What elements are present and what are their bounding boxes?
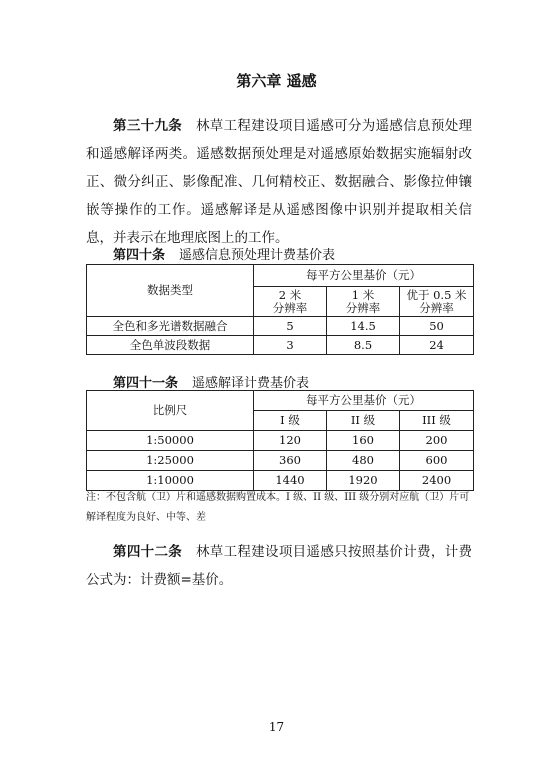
table1-subheader: 2 米 分辨率 bbox=[254, 287, 327, 317]
page-number: 17 bbox=[268, 720, 285, 734]
article-40-label: 第四十条 bbox=[113, 248, 166, 263]
table2-cell: 1:50000 bbox=[87, 431, 254, 451]
table1-cell: 全色单波段数据 bbox=[87, 336, 254, 355]
preprocessing-price-table bbox=[86, 264, 474, 355]
table1-subheader: 优于 0.5 米 分辨率 bbox=[400, 287, 474, 317]
table2-note: 注：不包含航（卫）片和遥感数据购置成本。I 级、II 级、III 级分别对应航（卫）片可解译程度为良好、中等、差 bbox=[86, 492, 470, 523]
table1-header-price: 每平方公里基价（元） bbox=[254, 265, 474, 287]
table2-subheader: II 级 bbox=[327, 411, 400, 431]
article-39-label: 第三十九条 bbox=[113, 118, 183, 134]
table1-caption bbox=[113, 244, 335, 263]
table2-cell: 2400 bbox=[400, 471, 474, 491]
table2-cell: 1:25000 bbox=[87, 451, 254, 471]
table2-cell: 200 bbox=[400, 431, 474, 451]
table2-cell: 600 bbox=[400, 451, 474, 471]
table2-header-scale: 比例尺 bbox=[87, 391, 254, 431]
table1-cell: 8.5 bbox=[327, 336, 400, 355]
table2-cell: 120 bbox=[254, 431, 327, 451]
table-row bbox=[87, 336, 474, 355]
table1-subheader: 1 米 分辨率 bbox=[327, 287, 400, 317]
article-39 bbox=[86, 112, 472, 252]
table1-cell: 14.5 bbox=[327, 317, 400, 336]
table2-cell: 480 bbox=[327, 451, 400, 471]
table2-cell: 360 bbox=[254, 451, 327, 471]
table2-subheader: III 级 bbox=[400, 411, 474, 431]
interpretation-price-table bbox=[86, 390, 474, 491]
table2-subheader: I 级 bbox=[254, 411, 327, 431]
table2-title: 遥感解译计费基价表 bbox=[192, 376, 310, 391]
table2-header-price: 每平方公里基价（元） bbox=[254, 391, 474, 411]
chapter-title: 第六章 遥感 bbox=[236, 72, 317, 90]
table-row bbox=[87, 431, 474, 451]
table1-title: 遥感信息预处理计费基价表 bbox=[179, 248, 336, 263]
article-39-text: 林草工程建设项目遥感可分为遥感信息预处理和遥感解译两类。遥感数据预处理是对遥感原始数据实施辐射改正、微分纠正、影像配准、几何精校正、数据融合、影像拉伸镶嵌等操作的工作。遥感解译是从遥感图像中识别并提取相关信息，并表示在地理底图上的工作。 bbox=[86, 118, 473, 246]
article-42 bbox=[86, 538, 472, 594]
table1-cell: 全色和多光谱数据融合 bbox=[87, 317, 254, 336]
table2-caption bbox=[113, 372, 309, 391]
table1-cell: 3 bbox=[254, 336, 327, 355]
table1-cell: 50 bbox=[400, 317, 474, 336]
table-row bbox=[87, 317, 474, 336]
article-41-label: 第四十一条 bbox=[113, 376, 179, 391]
table2-cell: 1:10000 bbox=[87, 471, 254, 491]
article-42-label: 第四十二条 bbox=[113, 544, 183, 560]
article-42-text: 林草工程建设项目遥感只按照基价计费，计费公式为：计费额=基价。 bbox=[86, 544, 473, 588]
table2-cell: 160 bbox=[327, 431, 400, 451]
table1-cell: 24 bbox=[400, 336, 474, 355]
table2-cell: 1920 bbox=[327, 471, 400, 491]
table2-cell: 1440 bbox=[254, 471, 327, 491]
table1-header-type: 数据类型 bbox=[87, 265, 254, 317]
table-row bbox=[87, 451, 474, 471]
table1-cell: 5 bbox=[254, 317, 327, 336]
